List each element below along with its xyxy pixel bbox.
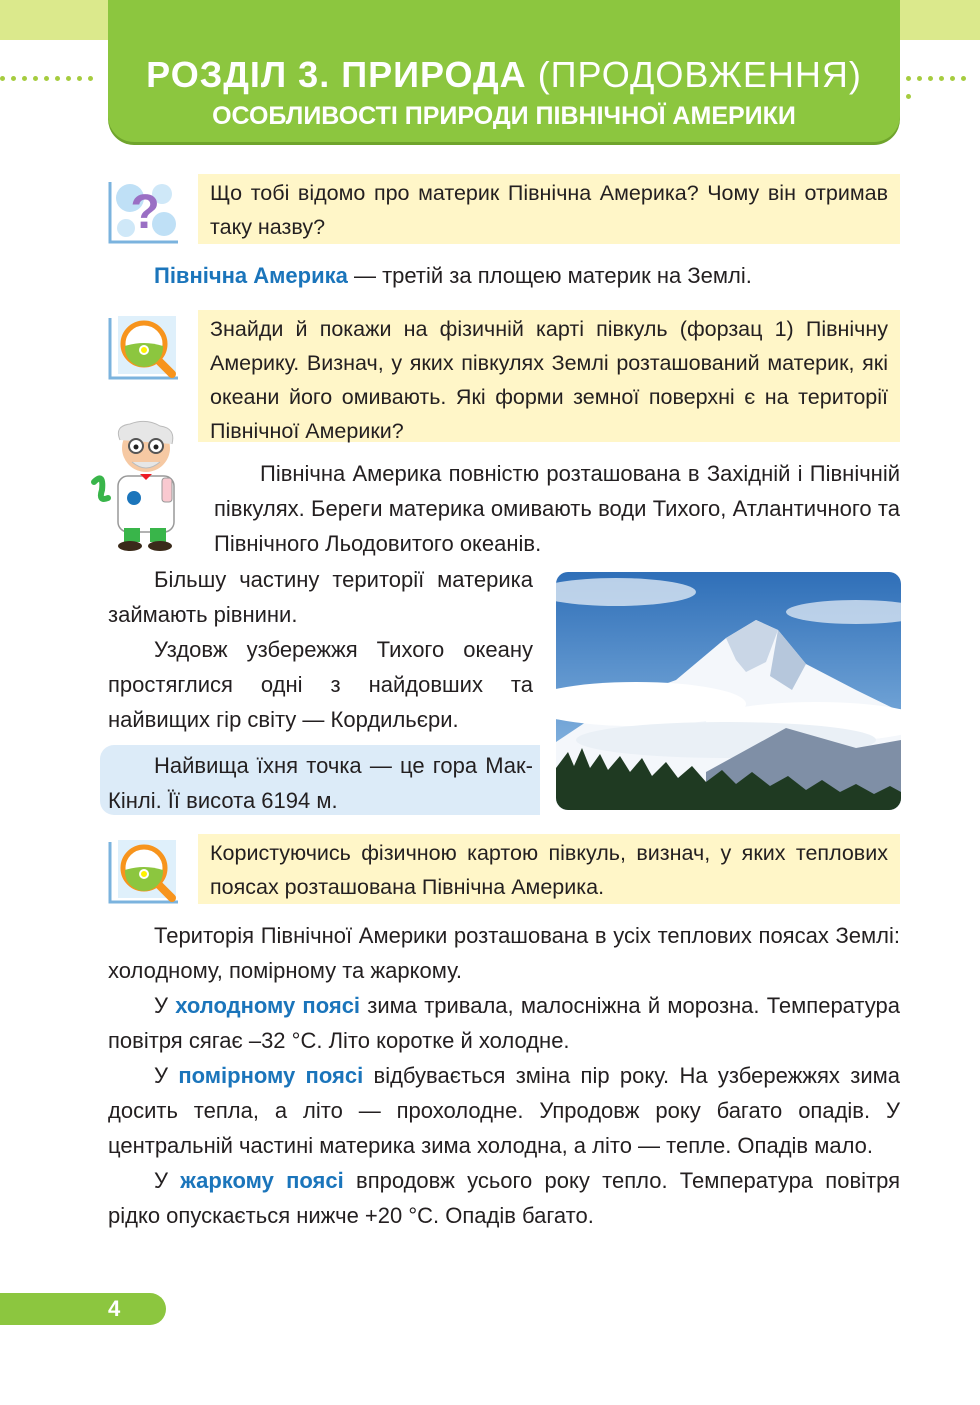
temperate-zone-term: помірному поясі (178, 1063, 364, 1088)
section-subtitle: ОСОБЛИВОСТІ ПРИРОДИ ПІВНІЧНОЇ АМЕРИКИ (212, 102, 796, 130)
hot-zone-paragraph (108, 1163, 900, 1233)
cold-zone-paragraph (108, 988, 900, 1058)
cold-lead: У (154, 993, 176, 1018)
question-box (198, 174, 900, 244)
cordillera-text: Уздовж узбережжя Тихого океану простяглися одні з найдовших та найвищих гір світу — Кордильєри. (108, 637, 533, 732)
page-number: 4 (108, 1296, 121, 1321)
dotted-line-right (906, 68, 980, 74)
dotted-line-left (0, 68, 100, 74)
page-number-tab (0, 1293, 166, 1325)
mckinley-text: Найвища їхня точка — це гора Мак-Кінлі. Її висота 6194 м. (108, 753, 533, 813)
hot-zone-term: жаркому поясі (180, 1168, 344, 1193)
svg-text:?: ? (130, 186, 160, 239)
relief-paragraphs (108, 562, 533, 818)
definition-paragraph (108, 258, 900, 293)
temperate-lead: У (154, 1063, 179, 1088)
zones-text: Територія Північної Америки розташована в усіх теплових поясах Землі: холодному, помірному та жаркому. (108, 923, 900, 983)
task-2-text: Користуючись фізичною картою півкуль, визнач, у яких теплових поясах розташована Північна Америка. (210, 841, 888, 899)
task-1-text: Знайди й покажи на фізичній карті півкуль (форзац 1) Північну Америку. Визнач, у яких півкулях Землі розташований материк, які океани його омивають. Які форми земної поверхні є на території Північної Америки? (210, 317, 888, 443)
section-title-bold: РОЗДІЛ 3. ПРИРОДА (146, 54, 527, 95)
location-text: Північна Америка повністю розташована в Західній і Північній півкулях. Береги материка омивають води Тихого, Атлантичного та Північного Льодовитого океанів. (214, 461, 900, 556)
professor-mascot-icon (84, 418, 208, 554)
definition-rest: — третій за площею материк на Землі. (347, 263, 752, 288)
task-box-1 (198, 310, 900, 442)
climate-paragraphs (108, 918, 900, 1233)
magnifier-icon (108, 312, 180, 380)
plains-text: Більшу частину території материка займають рівнини. (108, 567, 533, 627)
mount-mckinley-photo (556, 572, 901, 810)
question-icon (108, 176, 180, 244)
section-title-continued: (ПРОДОВЖЕННЯ) (537, 54, 862, 95)
magnifier-icon-2 (108, 836, 180, 904)
cold-zone-text: зима тривала, малосніжна й морозна. Температура повітря сягає –32 °С. Літо коротке й холодне. (108, 993, 900, 1053)
hot-zone-text: впродовж усього року тепло. Температура повітря рідко опускається нижче +20 °С. Опадів багато. (108, 1168, 900, 1228)
temperate-zone-text: відбувається зміна пір року. На узбережжях зима досить тепла, а літо — прохолодне. Упродовж року багато опадів. У центральній частині материка зима холодна, а літо — тепле. Опадів мало. (108, 1063, 900, 1158)
definition-term: Північна Америка (154, 263, 348, 288)
location-paragraph (214, 456, 900, 561)
task-box-2 (198, 834, 900, 904)
hot-lead: У (154, 1168, 181, 1193)
question-text: Що тобі відомо про материк Північна Америка? Чому він отримав таку назву? (210, 181, 888, 239)
section-title (108, 54, 900, 96)
temperate-zone-paragraph (108, 1058, 900, 1163)
cold-zone-term: холодному поясі (175, 993, 361, 1018)
section-header (108, 0, 900, 142)
